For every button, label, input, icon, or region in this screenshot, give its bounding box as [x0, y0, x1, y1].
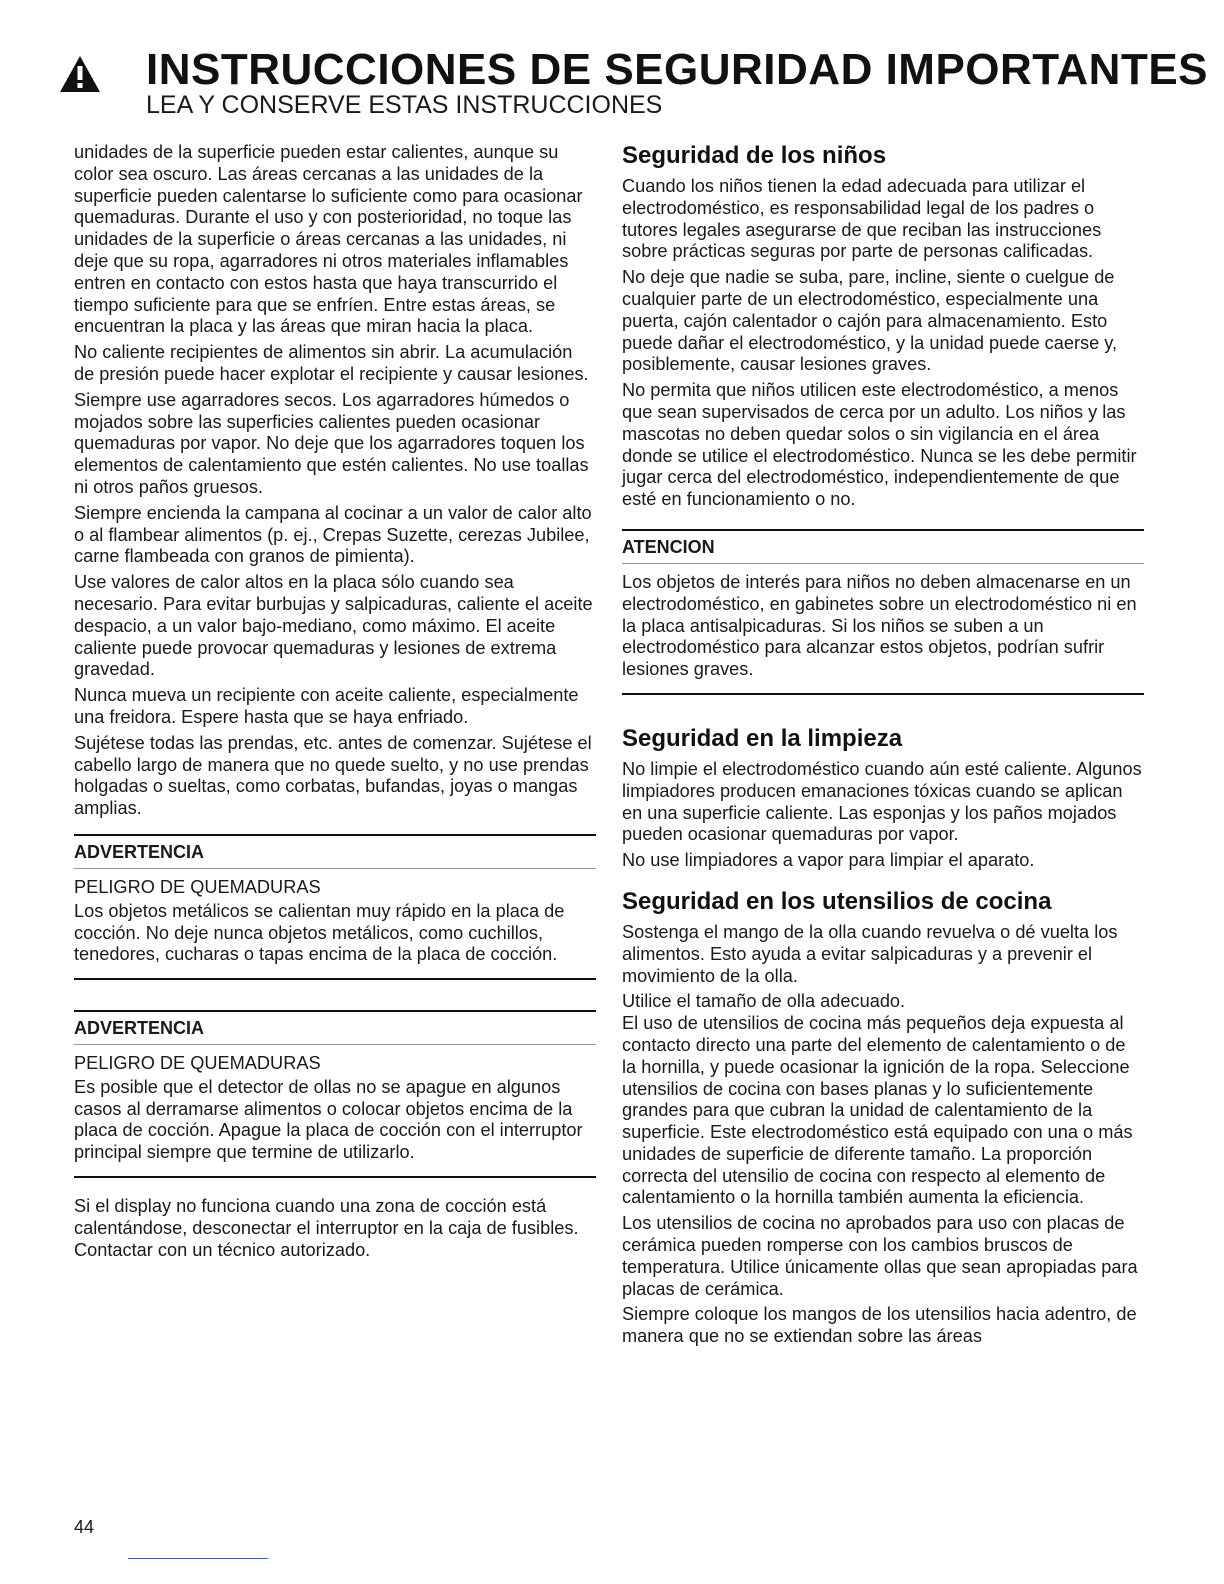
page-subtitle: LEA Y CONSERVE ESTAS INSTRUCCIONES — [146, 91, 663, 119]
attention-text: Los objetos de interés para niños no deben almacenarse en un electrodoméstico, en gabinetes sobre un electrodoméstico ni en la placa antisalpicaduras. Si los niños se suben a un electrodoméstico para alcanzar estos objetos, podrían sufrir lesiones graves. — [622, 571, 1137, 680]
paragraph: No caliente recipientes de alimentos sin abrir. La acumulación de presión puede hacer explotar el recipiente y causar lesiones. — [74, 342, 589, 384]
paragraph: No deje que nadie se suba, pare, incline, siente o cuelgue de cualquier parte de un electrodoméstico, especialmente una puerta, cajón calentador o cajón para almacenamiento. Esto puede dañar el electrodoméstico, y la unidad puede caerse y, posiblemente, causar lesiones graves. — [622, 267, 1118, 375]
section-heading: Seguridad de los niños — [622, 142, 887, 169]
right-column — [622, 142, 1144, 1352]
paragraph: No limpie el electrodoméstico cuando aún esté caliente. Algunos limpiadores producen emanaciones tóxicas cuando se aplican en una superficie caliente. Las esponjas y los paños mojados pueden ocasionar quemaduras por vapor. — [622, 758, 1142, 845]
warning-text: Los objetos metálicos se calientan muy rápido en la placa de cocción. No deje nunca objetos metálicos, como cuchillos, tenedores, cucharas o tapas encima de la placa de cocción. — [74, 900, 565, 965]
warning-text: Es posible que el detector de ollas no se apague en algunos casos al derramarse alimentos o colocar objetos encima de la placa de cocción. Apague la placa de cocción con el interruptor principal siempre que termine de utilizarlo. — [74, 1076, 583, 1163]
paragraph: Siempre coloque los mangos de los utensilios hacia adentro, de manera que no se extiendan sobre las áreas — [622, 1304, 1137, 1347]
section-heading: Seguridad en la limpieza — [622, 724, 903, 752]
warning-subtitle: PELIGRO DE QUEMADURAS — [74, 1053, 321, 1074]
warning-title: ADVERTENCIA — [74, 840, 596, 869]
page-title: INSTRUCCIONES DE SEGURIDAD IMPORTANTES — [146, 45, 1209, 94]
paragraph: Los utensilios de cocina no aprobados para uso con placas de cerámica pueden romperse con los cambios bruscos de temperatura. Utilice únicamente ollas que sean apropiadas para placas de cerámica. — [622, 1213, 1138, 1299]
warning-box — [74, 1010, 596, 1178]
section-heading: Seguridad en los utensilios de cocina — [622, 887, 1052, 915]
paragraph: No use limpiadores a vapor para limpiar el aparato. — [622, 850, 1035, 871]
paragraph: Siempre encienda la campana al cocinar a un valor de calor alto o al flambear alimentos (p. ej., Crepas Suzette, cerezas Jubilee, carne flambeada con granos de pimienta). — [74, 502, 592, 567]
paragraph: Nunca mueva un recipiente con aceite caliente, especialmente una freidora. Espere hasta que se haya enfriado. — [74, 685, 579, 727]
paragraph: No permita que niños utilicen este electrodoméstico, a menos que sean supervisados de cerca por un adulto. Los niños y las mascotas no deben quedar solos o sin vigilancia en el área donde se utilice el electrodoméstico. Nunca se les debe permitir jugar cerca del electrodoméstico, independientemente de que esté en funcionamiento o no. — [622, 380, 1137, 510]
paragraph: Sostenga el mango de la olla cuando revuelva o dé vuelta los alimentos. Esto ayuda a evitar salpicaduras y a prevenir el movimiento de la olla. — [622, 921, 1118, 986]
paragraph: Sujétese todas las prendas, etc. antes de comenzar. Sujétese el cabello largo de manera que no quede suelto, y no use prendas holgadas o sueltas, como corbatas, bufandas, joyas o mangas amplias. — [74, 732, 592, 819]
paragraph: Use valores de calor altos en la placa sólo cuando sea necesario. Para evitar burbujas y salpicaduras, caliente el aceite despacio, a un valor bajo-mediano, como máximo. El aceite caliente puede provocar quemaduras y lesiones de extrema gravedad. — [74, 572, 593, 680]
paragraph: Siempre use agarradores secos. Los agarradores húmedos o mojados sobre las superficies calientes pueden ocasionar quemaduras por vapor. No deje que los agarradores toquen los elementos de calentamiento que estén calientes. No use toallas ni otros paños gruesos. — [74, 389, 589, 497]
warning-title: ADVERTENCIA — [74, 1016, 596, 1045]
left-column — [74, 142, 596, 1265]
paragraph: Cuando los niños tienen la edad adecuada para utilizar el electrodoméstico, es responsabilidad legal de los padres o tutores legales asegurarse de que reciban las instrucciones sobre prácticas seguras por parte de personas calificadas. — [622, 176, 1102, 262]
paragraph: El uso de utensilios de cocina más pequeños deja expuesta al contacto directo una parte del elemento de calentamiento o de la hornilla, y puede ocasionar la ignición de la ropa. Seleccione utensilios de cocina con bases planas y lo suficientemente grandes para que cubran la unidad de calentamiento de la superficie. Este electrodoméstico está equipado con una o más unidades de superficie de diferente tamaño. La proporción correcta del utensilio de cocina con respecto al elemento de calentamiento o la hornilla también aumenta la eficiencia. — [622, 1013, 1133, 1208]
warning-triangle-icon — [58, 54, 102, 94]
paragraph: Utilice el tamaño de olla adecuado. — [622, 991, 906, 1012]
attention-box — [622, 529, 1144, 695]
paragraph: unidades de la superficie pueden estar calientes, aunque su color sea oscuro. Las áreas cercanas a las unidades de la superficie pueden calentarse lo suficiente como para ocasionar quemaduras. Durante el uso y con posterioridad, no toque las unidades de la superficie o áreas cercanas a las unidades, ni deje que su ropa, agarradores ni otros materiales inflamables entren en contacto con estos hasta que haya transcurrido el tiempo suficiente para que se enfríen. Entre estas áreas, se encuentran la placa y las áreas que miran hacia la placa. — [74, 142, 583, 337]
page-number: 44 — [74, 1517, 95, 1537]
footer-divider — [128, 1558, 268, 1559]
attention-title: ATENCION — [622, 535, 1144, 564]
warning-subtitle: PELIGRO DE QUEMADURAS — [74, 876, 321, 897]
warning-box — [74, 834, 596, 980]
paragraph: Si el display no funciona cuando una zona de cocción está calentándose, desconectar el interruptor en la caja de fusibles. Contactar con un técnico autorizado. — [74, 1196, 579, 1260]
